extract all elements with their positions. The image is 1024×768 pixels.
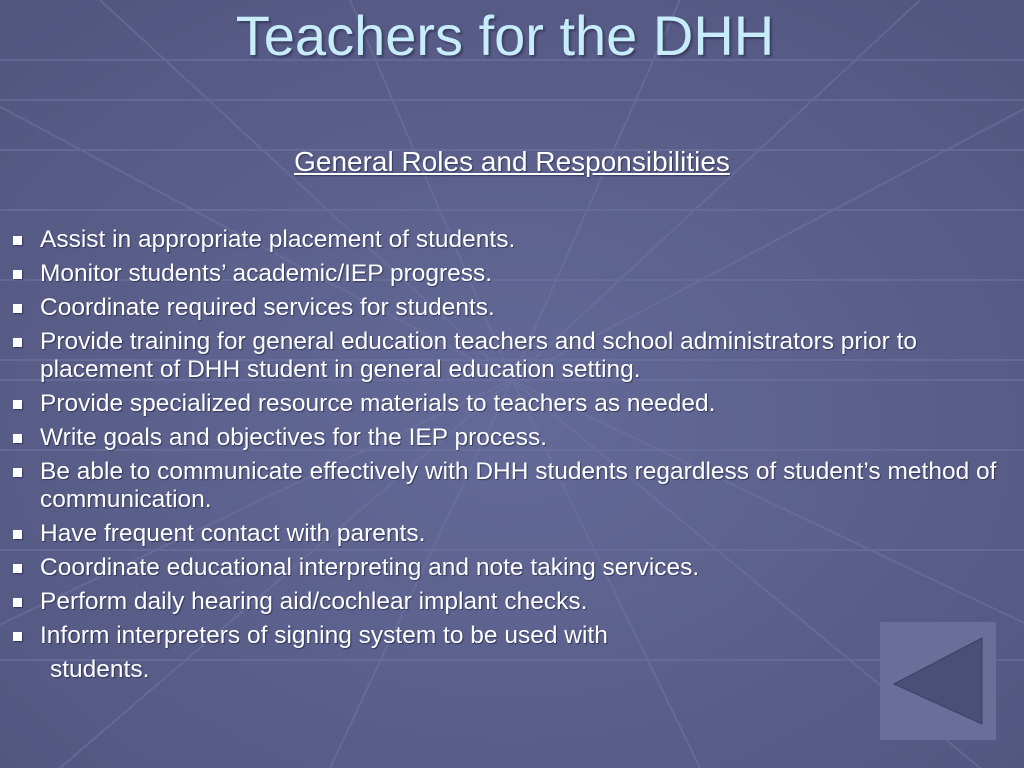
square-bullet-icon xyxy=(13,632,22,641)
bullet-text: Write goals and objectives for the IEP process. xyxy=(40,424,548,451)
bullet-item xyxy=(12,328,1002,384)
back-button[interactable] xyxy=(880,622,996,740)
bullet-item xyxy=(12,294,1002,322)
square-bullet-icon xyxy=(13,598,22,607)
bullet-text: Have frequent contact with parents. xyxy=(40,520,426,547)
bullet-item xyxy=(12,458,1002,514)
bullet-item xyxy=(12,520,1002,548)
bullet-text: Monitor students’ academic/IEP progress. xyxy=(40,260,493,287)
square-bullet-icon xyxy=(13,270,22,279)
bullet-text: Provide training for general education teachers and school administrators prior to placement of DHH student in general education setting. xyxy=(40,328,918,383)
square-bullet-icon xyxy=(13,564,22,573)
square-bullet-icon xyxy=(13,468,22,477)
bullet-item xyxy=(12,554,1002,582)
bullet-text: Inform interpreters of signing system to be used with xyxy=(40,622,608,649)
square-bullet-icon xyxy=(13,304,22,313)
square-bullet-icon xyxy=(13,338,22,347)
bullet-text: Assist in appropriate placement of students. xyxy=(40,226,516,253)
bullet-text: Provide specialized resource materials to teachers as needed. xyxy=(40,390,716,417)
bullet-text: Coordinate educational interpreting and note taking services. xyxy=(40,554,700,581)
bullet-item xyxy=(12,226,1002,254)
bullet-list xyxy=(12,226,1002,684)
bullet-item xyxy=(12,622,1002,650)
square-bullet-icon xyxy=(13,434,22,443)
bullet-continuation: students. xyxy=(50,656,150,683)
bullet-item xyxy=(12,390,1002,418)
bullet-item xyxy=(12,588,1002,616)
bullet-text: Coordinate required services for students. xyxy=(40,294,495,321)
slide-subtitle: General Roles and Responsibilities xyxy=(294,146,730,177)
left-triangle-icon xyxy=(880,622,996,740)
bullet-text: Perform daily hearing aid/cochlear implant checks. xyxy=(40,588,588,615)
bullet-text: Be able to communicate effectively with DHH students regardless of student’s method of communication. xyxy=(40,458,997,513)
square-bullet-icon xyxy=(13,236,22,245)
square-bullet-icon xyxy=(13,400,22,409)
bullet-item xyxy=(12,260,1002,288)
bullet-item xyxy=(12,424,1002,452)
square-bullet-icon xyxy=(13,530,22,539)
slide-title: Teachers for the DHH xyxy=(235,4,775,67)
